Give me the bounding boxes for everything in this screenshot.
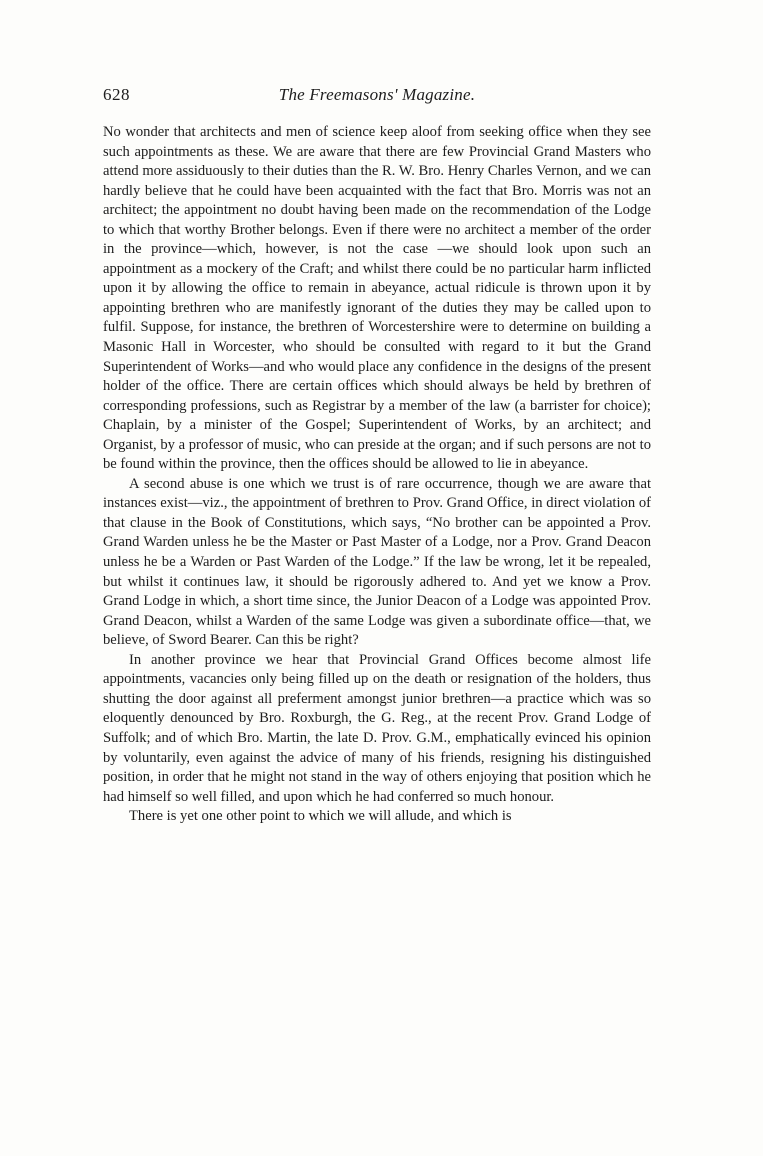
paragraph: There is yet one other point to which we will allude, and which is bbox=[129, 808, 512, 825]
magazine-page bbox=[103, 85, 651, 827]
paragraph: No wonder that architects and men of science keep aloof from seeking office when they see such appointments as these. We are aware that there are few Provincial Grand Masters who attend more assiduously to their duties than the R. W. Bro. Henry Charles Vernon, and we can hardly believe that he could have been acquainted with the fact that Bro. Morris was not an architect; the appointment no doubt having been made on the recommendation of the Lodge to which that worthy Brother belongs. Even if there were no architect a member of the order in the province—which, however, is not the case —we should look upon such an appointment as a mockery of the Craft; and whilst there could be no particular harm inflicted upon it by allowing the office to remain in abeyance, actual ridicule is thrown upon it by appointing brethren who are manifestly ignorant of the duties they may be called upon to fulfil. Suppose, for instance, the brethren of Worcestershire were to determine on building a Masonic Hall in Worcester, who should be consulted with regard to it but the Grand Superintendent of Works—and who would place any confidence in the designs of the present holder of the office. There are certain offices which should always be held by brethren of corresponding professions, such as Registrar by a member of the law (a barrister for choice); Chaplain, by a minister of the Gospel; Superintendent of Works, by an architect; and Organist, by a professor of music, who can preside at the organ; and if such persons are not to be found within the province, then the offices should be allowed to lie in abeyance. bbox=[103, 124, 651, 473]
running-title: The Freemasons' Magazine. bbox=[278, 85, 476, 104]
page-header bbox=[103, 85, 651, 111]
page-number: 628 bbox=[103, 85, 130, 104]
paragraph: In another province we hear that Provincial Grand Offices become almost life appointments, vacancies only being filled up on the death or resignation of the holders, thus shutting the door against all preferment amongst junior brethren—a practice which was so eloquently denounced by Bro. Roxburgh, the G. Reg., at the recent Prov. Grand Lodge of Suffolk; and of which Bro. Martin, the late D. Prov. G.M., emphatically evinced his opinion by voluntarily, even against the advice of many of his friends, resigning his distinguished position, in order that he might not stand in the way of others enjoying that position which he had himself so well filled, and upon which he had conferred so much honour. bbox=[103, 651, 651, 805]
paragraph: A second abuse is one which we trust is of rare occurrence, though we are aware that instances exist—viz., the appointment of brethren to Prov. Grand Office, in direct violation of that clause in the Book of Constitutions, which says, “No brother can be appointed a Prov. Grand Warden unless he be the Master or Past Master of a Lodge, nor a Prov. Grand Deacon unless he be a Warden or Past Warden of the Lodge.” If the law be wrong, let it be repealed, but whilst it continues law, it should be rigorously adhered to. And yet we know a Prov. Grand Lodge in which, a short time since, the Junior Deacon of a Lodge was appointed Prov. Grand Deacon, whilst a Warden of the same Lodge was given a subordinate office—that, we believe, of Sword Bearer. Can this be right? bbox=[103, 475, 651, 649]
article-body bbox=[103, 123, 651, 827]
